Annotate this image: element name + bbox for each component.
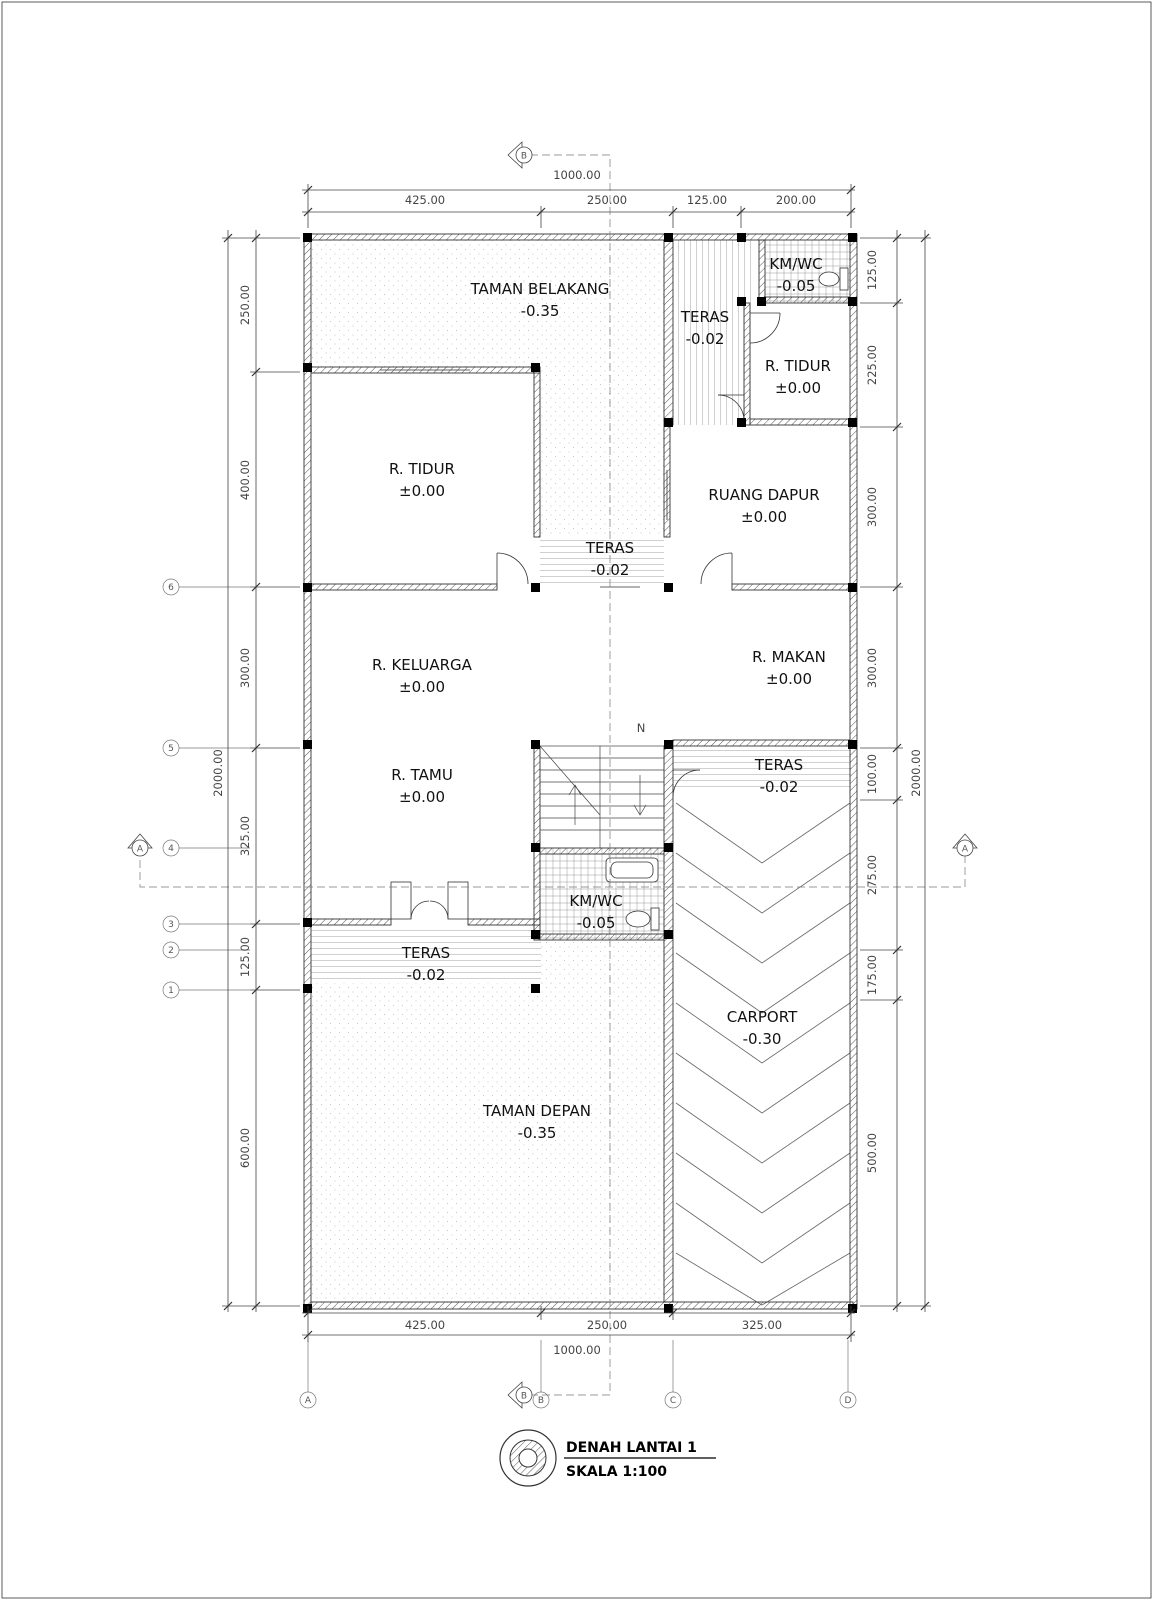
dim-right: 225.00: [865, 344, 879, 386]
room-level-kmwc-top: -0.05: [776, 277, 816, 295]
room-level-teras-front: -0.02: [406, 966, 446, 984]
dim-left: 300.00: [238, 647, 252, 689]
drawing-scale: SKALA 1:100: [566, 1464, 667, 1480]
dim-left: 400.00: [238, 459, 252, 501]
room-level-makan: ±0.00: [766, 670, 812, 688]
axis-label: 2: [168, 946, 174, 956]
dim-top: 200.00: [775, 193, 817, 207]
dim-top: 125.00: [686, 193, 728, 207]
dim-right: 275.00: [865, 854, 879, 896]
section-marker-a-right: [953, 834, 977, 856]
axis-label: 4: [168, 844, 174, 854]
dim-left-total: 2000.00: [211, 749, 225, 797]
dim-bottom: 325.00: [741, 1318, 783, 1332]
dim-bottom-total: 1000.00: [553, 1343, 601, 1357]
dim-right: 175.00: [865, 954, 879, 996]
stairs: [540, 746, 664, 848]
room-level-taman-belakang: -0.35: [520, 302, 560, 320]
section-marker-b-top: [508, 142, 532, 168]
section-b-label: B: [520, 1391, 528, 1402]
room-level-tamu: ±0.00: [399, 788, 445, 806]
dim-right: 300.00: [865, 486, 879, 528]
section-marker-b-bottom: [508, 1382, 532, 1408]
room-name-keluarga: R. KELUARGA: [372, 656, 472, 674]
room-name-taman-depan: TAMAN DEPAN: [482, 1102, 592, 1120]
section-b-label: B: [520, 151, 528, 162]
axis-label: C: [669, 1396, 677, 1406]
dim-right-total: 2000.00: [909, 749, 923, 797]
room-name-tamu: R. TAMU: [391, 766, 453, 784]
room-name-teras-front: TERAS: [401, 944, 451, 962]
axis-label: 1: [168, 986, 174, 996]
dim-bottom: 250.00: [586, 1318, 628, 1332]
room-name-teras-top: TERAS: [680, 308, 730, 326]
section-a-label: A: [136, 844, 144, 855]
room-level-tidur-right: ±0.00: [775, 379, 821, 397]
room-level-taman-depan: -0.35: [517, 1124, 557, 1142]
room-name-carport: CARPORT: [726, 1008, 798, 1026]
title-block: [500, 1430, 716, 1486]
dim-top: 425.00: [404, 193, 446, 207]
room-name-makan: R. MAKAN: [752, 648, 826, 666]
dim-left: 250.00: [238, 284, 252, 326]
room-name-tidur-left: R. TIDUR: [389, 460, 455, 478]
dim-right: 100.00: [865, 753, 879, 795]
room-name-kmwc-mid: KM/WC: [569, 892, 623, 910]
axis-label: 5: [168, 744, 174, 754]
room-level-ruang-dapur: ±0.00: [741, 508, 787, 526]
room-name-tidur-right: R. TIDUR: [765, 357, 831, 375]
axis-label: B: [537, 1396, 545, 1406]
section-a-label: A: [961, 844, 969, 855]
axis-label: 6: [168, 583, 174, 593]
dim-right: 125.00: [865, 249, 879, 291]
room-name-teras-right: TERAS: [754, 756, 804, 774]
section-marker-a-left: [128, 834, 152, 856]
room-level-tidur-left: ±0.00: [399, 482, 445, 500]
axis-label: 3: [168, 920, 174, 930]
carport-chevrons: [676, 803, 850, 1305]
room-name-kmwc-top: KM/WC: [769, 255, 823, 273]
dim-top-total: 1000.00: [553, 168, 601, 182]
axis-label: D: [844, 1396, 852, 1406]
dim-top: 250.00: [586, 193, 628, 207]
drawing-title: DENAH LANTAI 1: [566, 1440, 697, 1456]
axis-label: A: [304, 1396, 312, 1406]
room-level-teras-top: -0.02: [685, 330, 725, 348]
room-level-kmwc-mid: -0.05: [576, 914, 616, 932]
room-level-teras-right: -0.02: [759, 778, 799, 796]
room-level-keluarga: ±0.00: [399, 678, 445, 696]
dim-bottom: 425.00: [404, 1318, 446, 1332]
room-name-ruang-dapur: RUANG DAPUR: [708, 486, 820, 504]
dim-left: 600.00: [238, 1127, 252, 1169]
room-level-carport: -0.30: [742, 1030, 782, 1048]
bottom-grid-labels: [305, 1396, 852, 1406]
dim-right: 500.00: [865, 1132, 879, 1174]
north-label: N: [636, 721, 646, 735]
dim-left: 125.00: [238, 936, 252, 978]
dim-left: 325.00: [238, 815, 252, 857]
dim-right: 300.00: [865, 647, 879, 689]
room-name-taman-belakang: TAMAN BELAKANG: [470, 280, 610, 298]
left-grid-axes: [163, 579, 250, 998]
room-name-teras-mid: TERAS: [585, 539, 635, 557]
left-grid-labels: [168, 583, 174, 996]
room-level-teras-mid: -0.02: [590, 561, 630, 579]
